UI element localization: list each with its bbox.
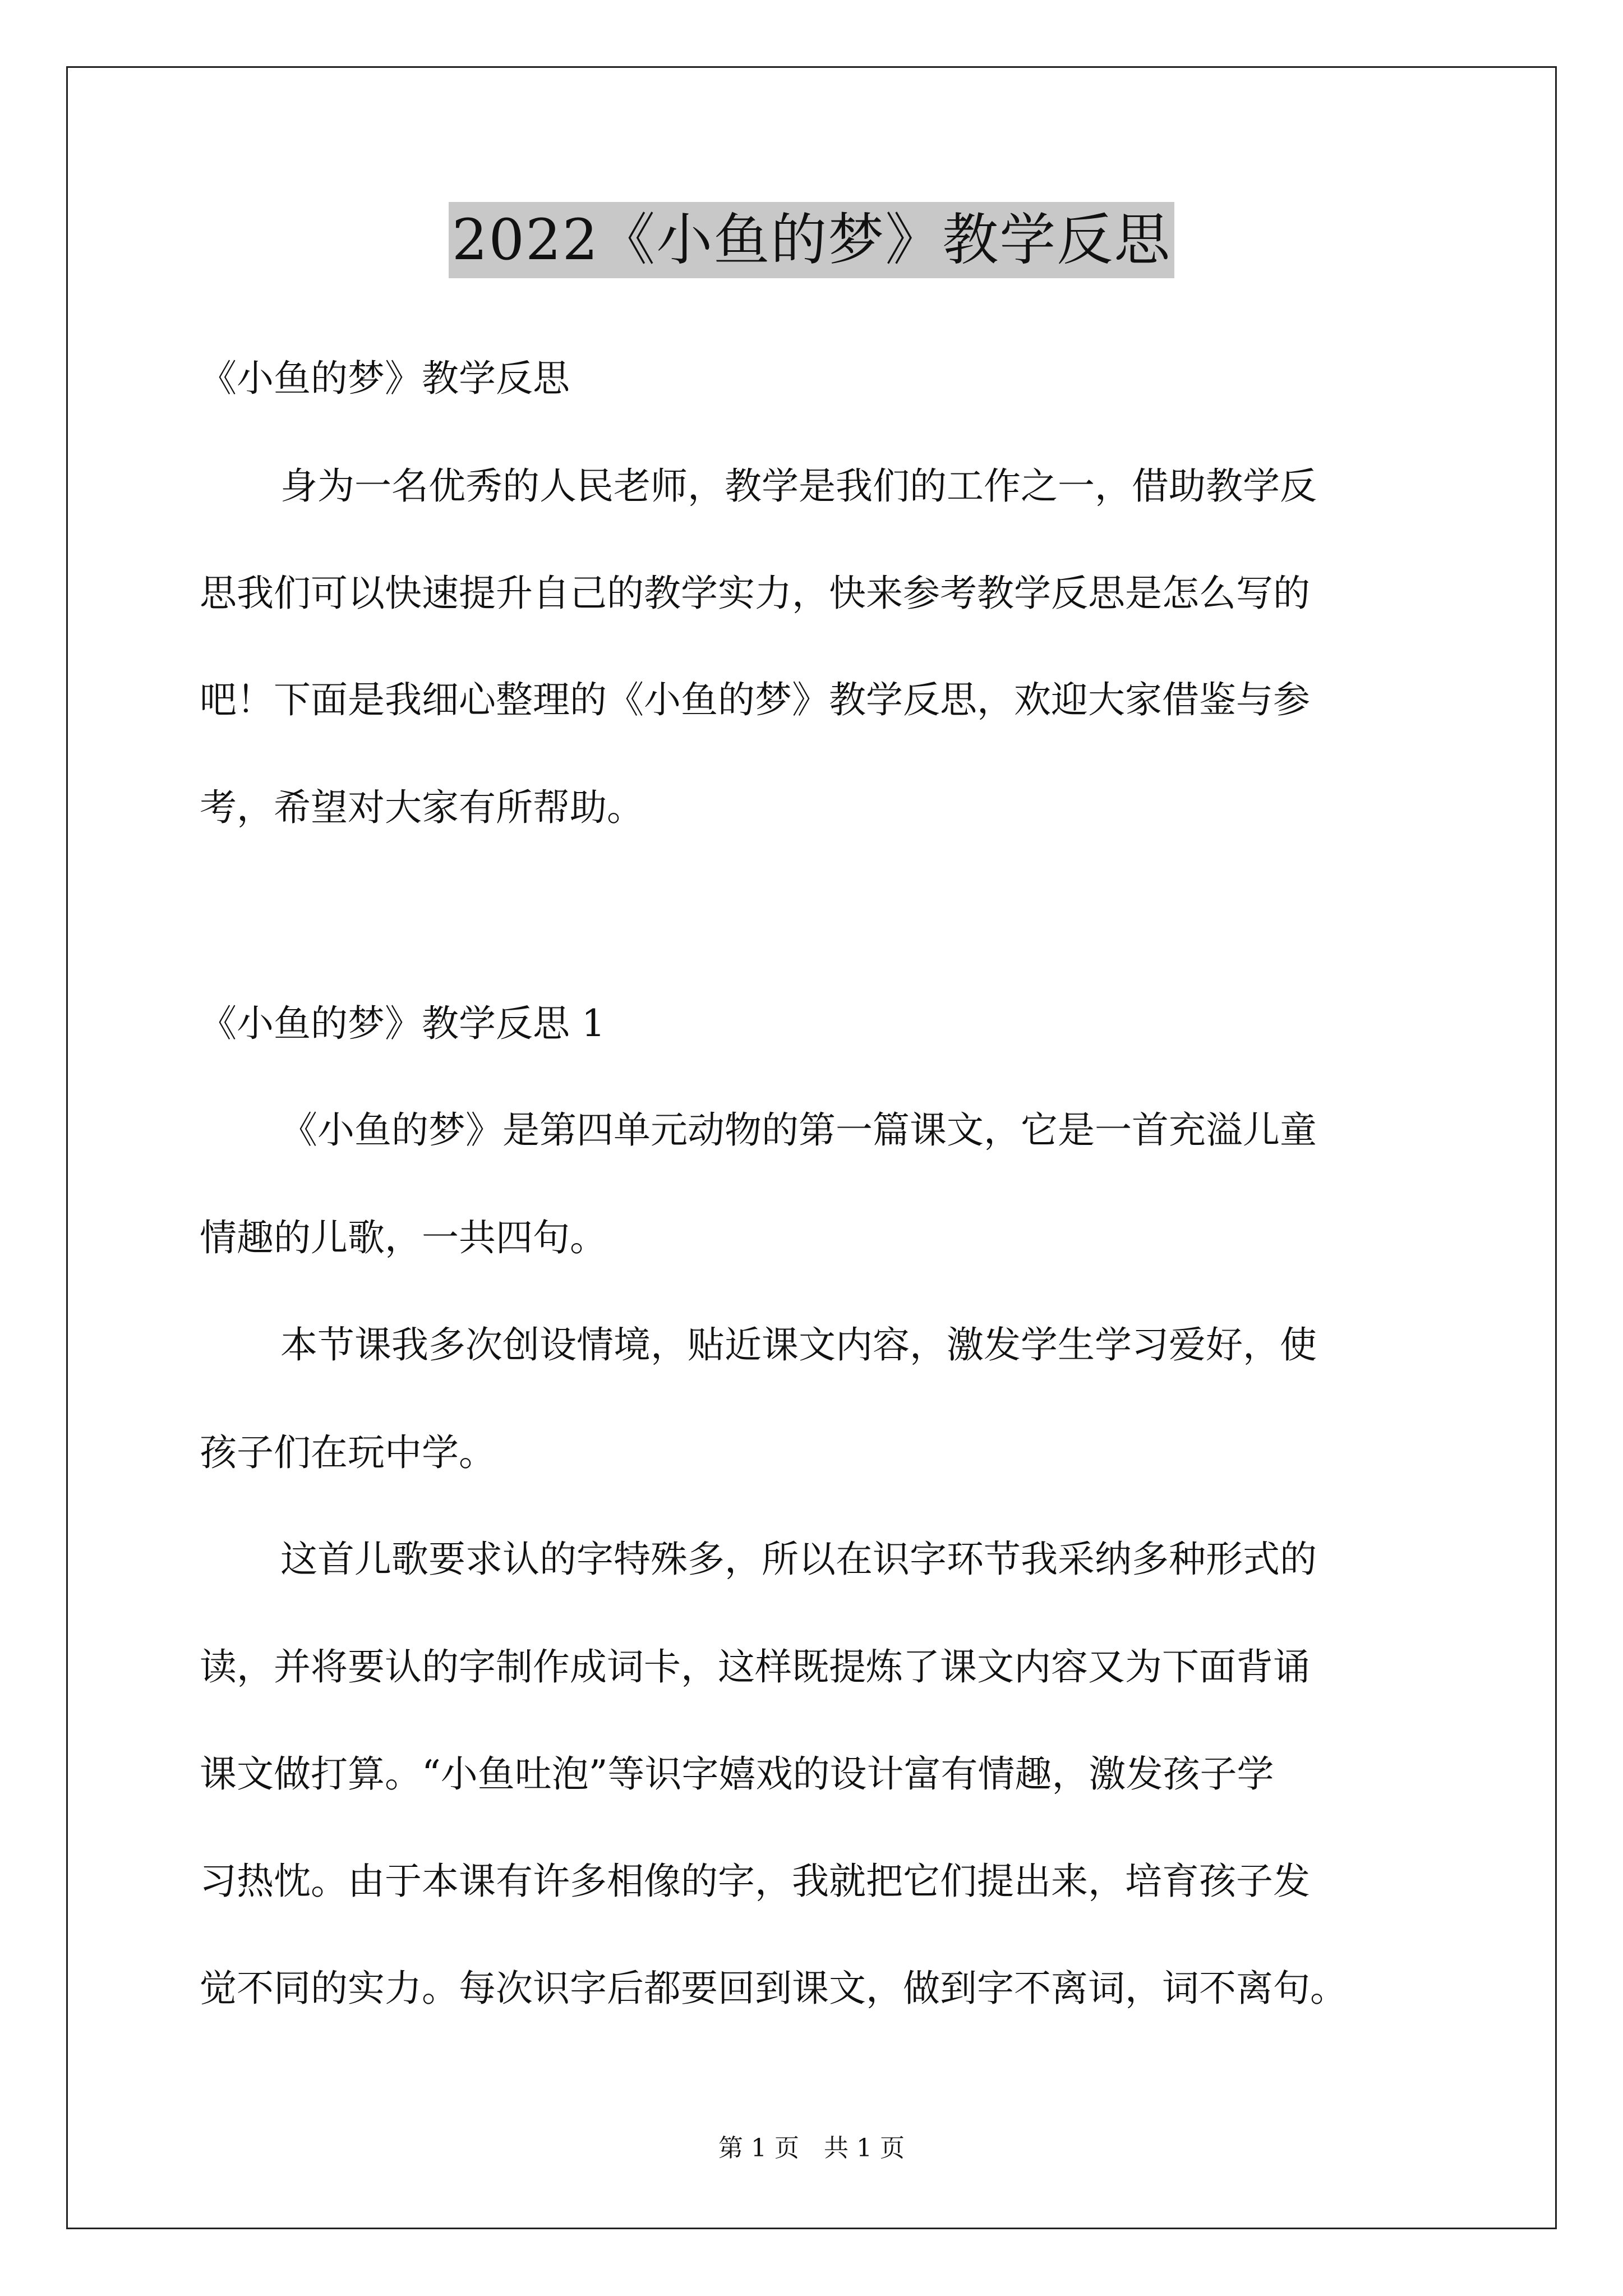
paragraph-line: 考，希望对大家有所帮助。 [200, 786, 644, 829]
paragraph-line: 觉不同的实力。每次识字后都要回到课文，做到字不离词，词不离句。 [200, 1967, 1347, 2010]
paragraph-line: 身为一名优秀的人民老师，教学是我们的工作之一，借助教学反 [280, 464, 1317, 508]
section-heading: 《小鱼的梦》教学反思 1 [200, 1002, 605, 1045]
paragraph-line: 情趣的儿歌，一共四句。 [200, 1216, 607, 1259]
section-heading: 《小鱼的梦》教学反思 [200, 357, 570, 400]
paragraph-line: 本节课我多次创设情境，贴近课文内容，激发学生学习爱好，使 [280, 1323, 1317, 1366]
paragraph-line: 孩子们在玩中学。 [200, 1431, 496, 1474]
paragraph-line: 读，并将要认的字制作成词卡，这样既提炼了课文内容又为下面背诵 [200, 1645, 1310, 1688]
paragraph-line: 这首儿歌要求认的字特殊多，所以在识字环节我采纳多种形式的 [280, 1538, 1317, 1581]
paragraph-line: 吧！下面是我细心整理的《小鱼的梦》教学反思，欢迎大家借鉴与参 [200, 678, 1310, 721]
paragraph-line: 《小鱼的梦》是第四单元动物的第一篇课文，它是一首充溢儿童 [280, 1108, 1317, 1152]
page-footer: 第 1 页 共 1 页 [718, 2134, 905, 2162]
paragraph-line: 课文做打算。“小鱼吐泡”等识字嬉戏的设计富有情趣，激发孩子学 [200, 1752, 1274, 1796]
title-area [0, 202, 1623, 278]
document-title: 2022《小鱼的梦》教学反思 [449, 202, 1175, 278]
paragraph-line: 习热忱。由于本课有许多相像的字，我就把它们提出来，培育孩子发 [200, 1860, 1310, 1903]
paragraph-line: 思我们可以快速提升自己的教学实力，快来参考教学反思是怎么写的 [200, 572, 1310, 615]
